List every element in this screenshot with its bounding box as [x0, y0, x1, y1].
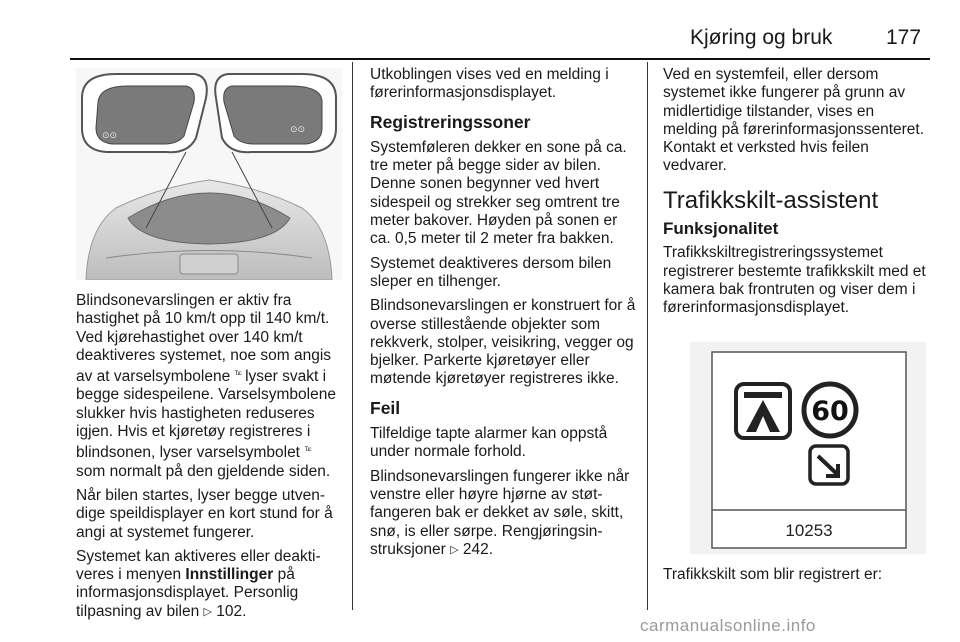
col3-paragraph-2: Trafikkskiltregistreringssystemet registrerer bestemte trafikkskilt med et kamera bak frontruten og viser dem i førerinformasjonsdisplayet.	[663, 244, 926, 317]
motorway-sign-icon	[736, 384, 790, 438]
speed-limit-value: 60	[811, 396, 849, 427]
svg-text:⊙⊙: ⊙⊙	[290, 125, 306, 135]
svg-text:⊙⊙: ⊙⊙	[102, 131, 118, 141]
header-rule	[70, 58, 930, 60]
col1-paragraph-2: Når bilen startes, lyser begge utvendige speildisplayer en kort stund for å angi at systemet fungerer.	[76, 486, 333, 541]
col2-paragraph-1: Utkoblingen vises ved en melding i førerinformasjonsdisplayet.	[370, 66, 609, 102]
speed-limit-sign-icon	[804, 384, 856, 436]
column-divider-2	[647, 62, 648, 610]
col3-paragraph-1: Ved en systemfeil, eller dersom systemet ikke fungerer på grunn av midlertidige tilstander, vises en melding på førerinformasjonssenteret. Kontakt et verksted hvis feilen vedvarer.	[663, 66, 925, 175]
watermark: carmanualsonline.info	[640, 616, 816, 635]
column-1	[76, 292, 342, 627]
warning-symbol-icon: ᵀʴᶜ	[234, 369, 241, 380]
page-number: 177	[886, 26, 922, 49]
menu-name-settings: Innstillinger	[185, 566, 274, 584]
heading-faults: Feil	[370, 397, 401, 418]
col2-paragraph-4: Blindsonevarslingen er konstruert for å overse stillestående objekter som rekkverk, stolper, veisikring, vegger og bjelker. Parkerte kjøretøyer eller møtende kjøretøyer registreres ikke.	[370, 297, 636, 388]
odometer-value: 10253	[785, 521, 833, 540]
warning-symbol-icon: ᵀʴᶜ	[304, 445, 311, 456]
col2-paragraph-3: Systemet deaktiveres dersom bilen sleper en tilhenger.	[370, 254, 612, 290]
page-reference-arrow-icon: ▷	[450, 543, 459, 556]
col2-paragraph-2: Systemføleren dekker en sone på ca. tre meter på begge sider av bilen. Denne sonen begynner ved hvert sidespeil og strekker seg omtrent tre meter bakover. Høyden på sonen er ca. 0,5 meter til 2 meter fra bakken.	[370, 138, 627, 248]
heading-traffic-sign-assistant: Trafikkskilt-assistent	[663, 186, 879, 214]
heading-functionality: Funksjonalitet	[663, 219, 779, 239]
heading-detection-zones: Registreringssoner	[370, 111, 531, 132]
traffic-sign-display	[690, 342, 926, 554]
col2-paragraph-5: Tilfeldige tapte alarmer kan oppstå under normale forhold.	[370, 425, 608, 461]
column-2	[370, 66, 636, 565]
col3-paragraph-3: Trafikkskilt som blir registrert er:	[663, 566, 883, 583]
page-reference-arrow-icon: ▷	[203, 605, 212, 618]
column-divider-1	[352, 62, 353, 610]
col1-paragraph-3: Systemet kan aktiveres eller deaktiveres i menyen Innstillinger på informasjonsdisplayet. Personlig tilpasning av bilen ▷ 102.	[76, 547, 321, 620]
column-3-lower	[663, 566, 929, 590]
column-3	[663, 66, 929, 324]
direction-arrow-sign-icon	[810, 446, 848, 484]
col1-paragraph-1: Blindsonevarslingen er aktiv fra hastighet på 10 km/t opp til 140 km/t. Ved kjørehastighet over 140 km/t deaktiveres systemet, noe som angis av at varselsymbolene $^{ᵀʴᶜ}$ lyser svakt i begge sidespeilene. Varselsymbolene slukker hvis hastigheten reduseres igjen. Hvis et kjøretøy registreres i blindsonen, lyser varselsymbolet $^{ᵀʴᶜ}$ som normalt på den gjeldende siden.	[76, 292, 336, 480]
col2-paragraph-6: Blindsonevarslingen fungerer ikke når venstre eller høyre hjørne av støtfangeren bak er dekket av søle, skitt, snø, is eller sørpe. Rengjøringsinstruksjoner ▷ 242.	[370, 467, 630, 558]
page-header-title: Kjøring og bruk	[690, 26, 833, 49]
blind-spot-illustration	[76, 68, 342, 280]
